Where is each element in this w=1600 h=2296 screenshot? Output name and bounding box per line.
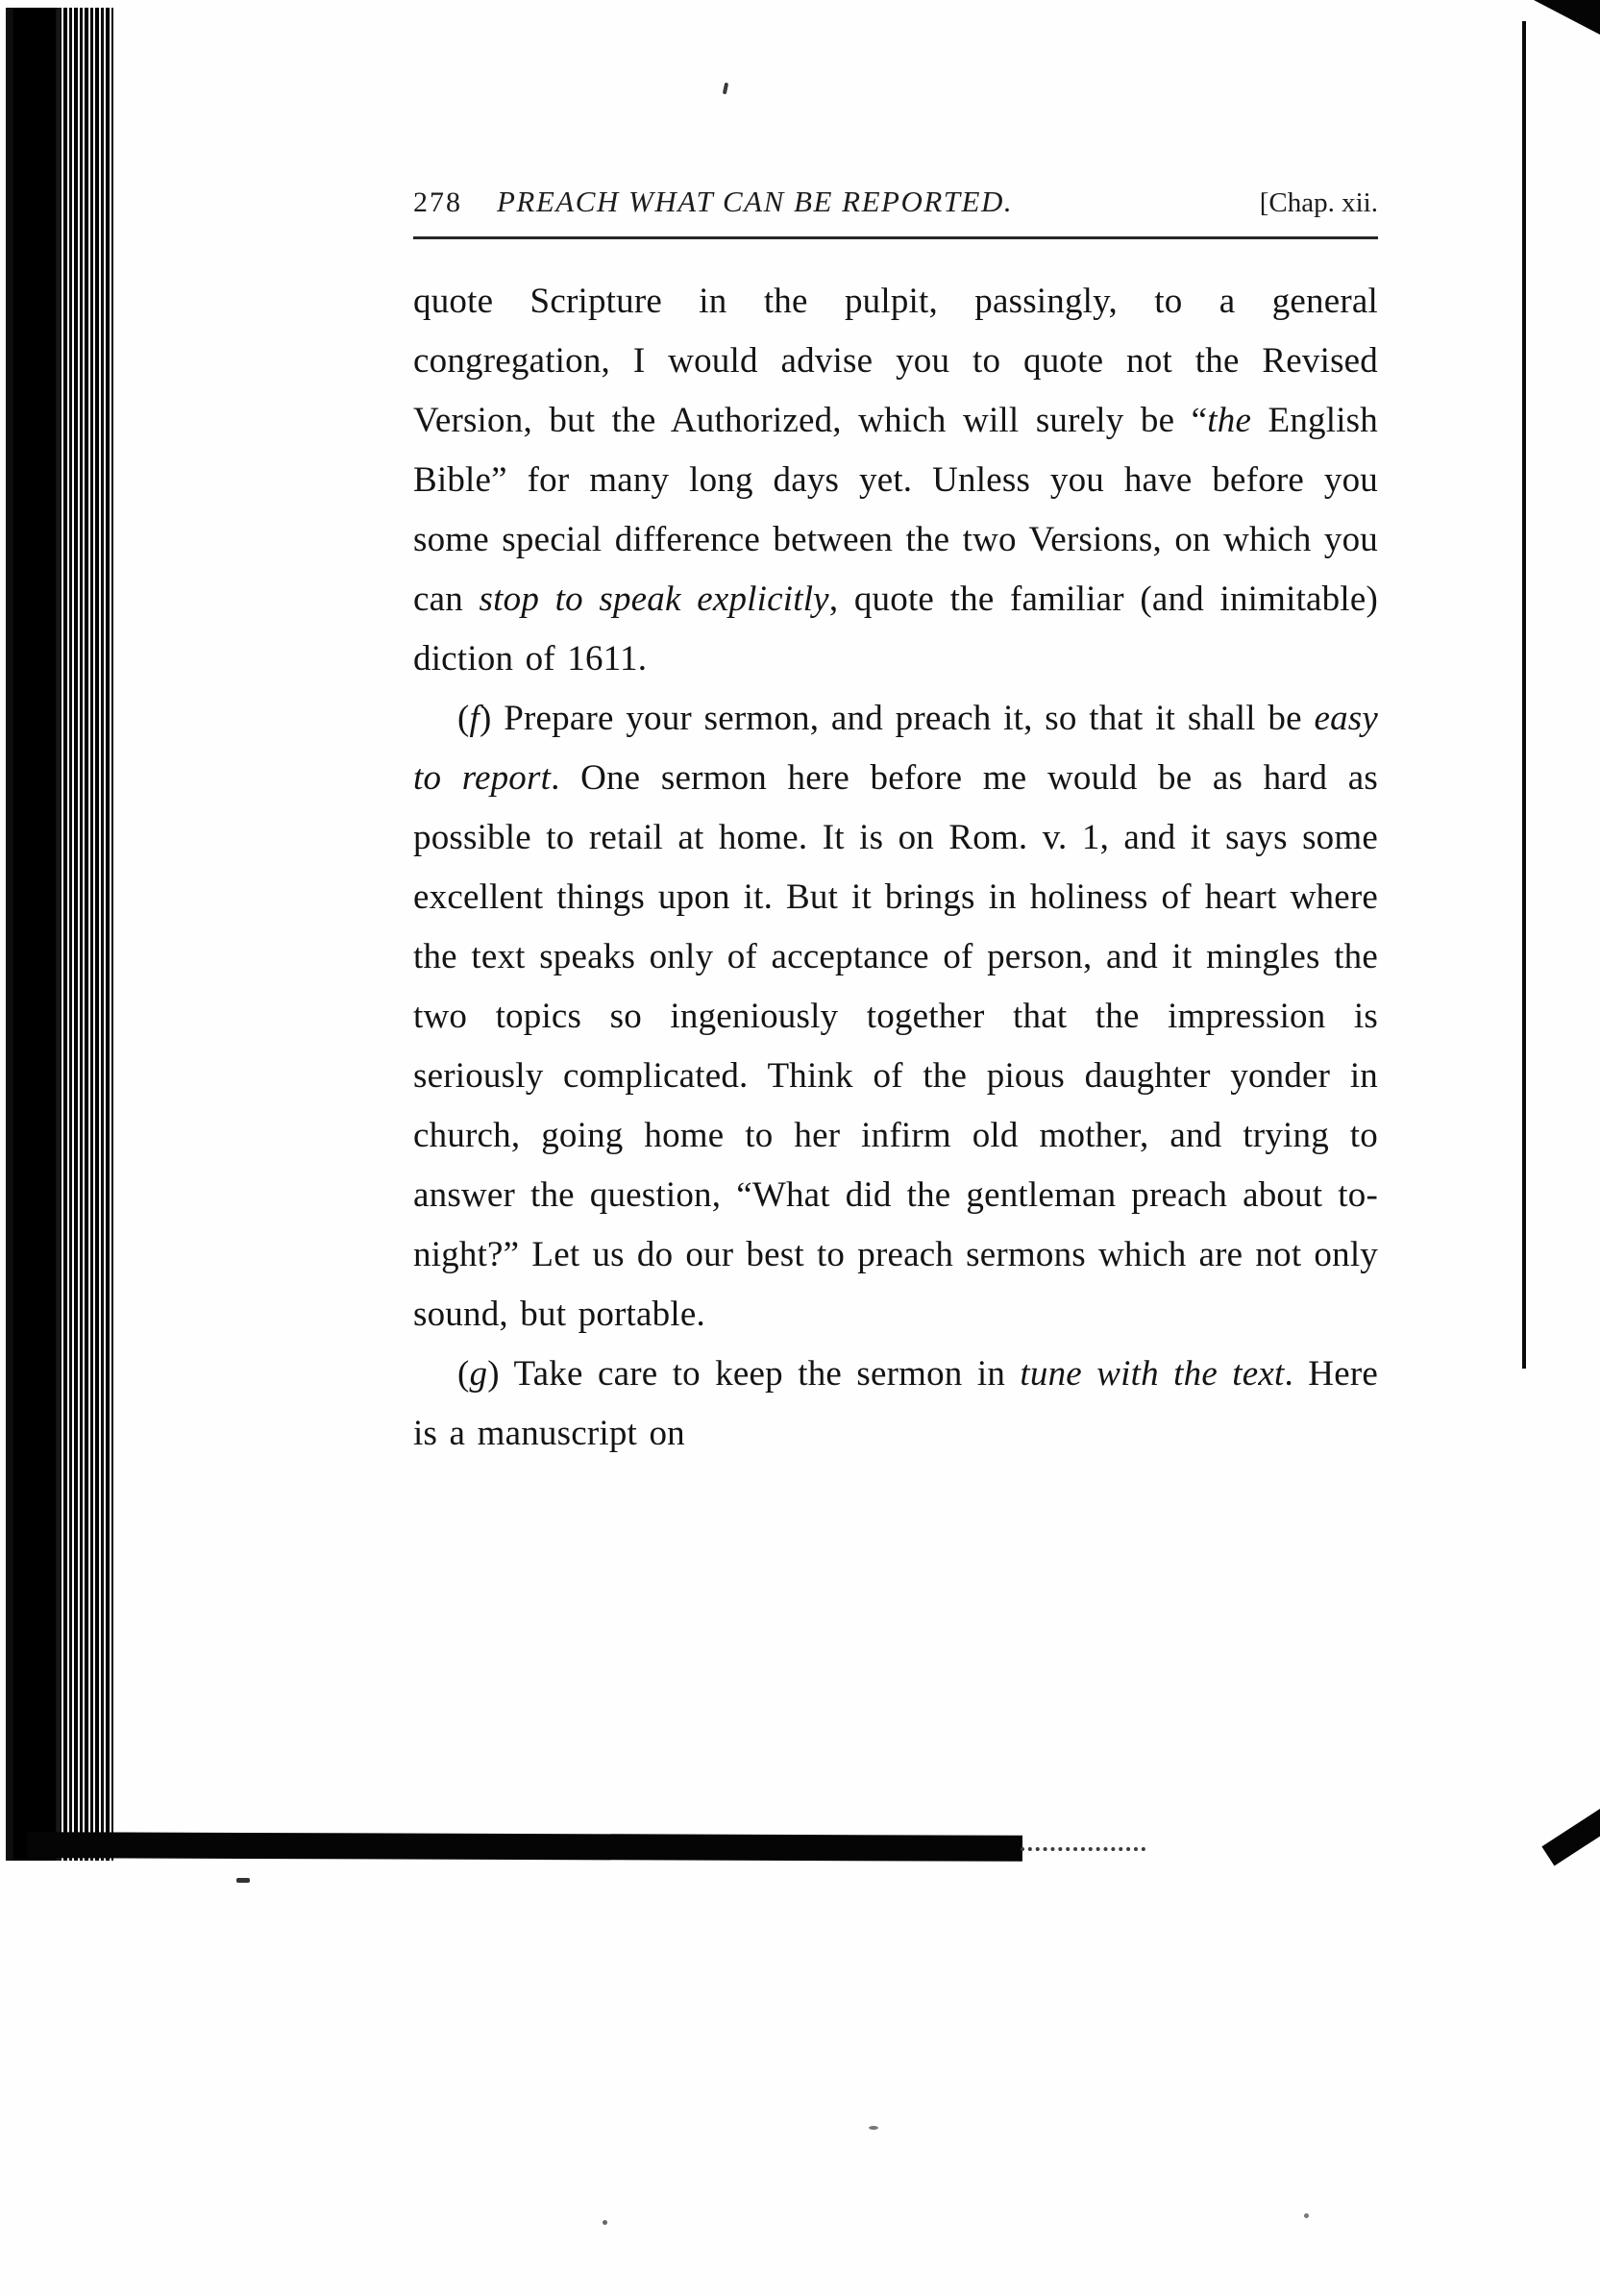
scan-speck bbox=[1304, 2213, 1309, 2218]
left-binding-shadow bbox=[0, 8, 113, 1861]
chapter-label: [Chap. xii. bbox=[1259, 187, 1378, 218]
italic-text-run: easy to report bbox=[413, 699, 1378, 798]
bottom-page-edge bbox=[27, 1832, 1022, 1862]
bottom-right-corner-mark bbox=[1541, 1802, 1600, 1866]
page-header bbox=[413, 185, 1378, 219]
text-run: ( bbox=[457, 1354, 470, 1394]
paragraph bbox=[413, 689, 1378, 1345]
text-run: . Here is a manuscript on bbox=[413, 1354, 1378, 1453]
italic-text-run: g bbox=[469, 1354, 488, 1394]
text-run: . One sermon here before me would be as hard as possible to retail at home. It is on Rom. v. 1, and it says some excellent things upon it. But it brings in holiness of heart where the text speaks only of acceptance of person, and it mingles the two topics so ingeniously together that the impression is seriously complicated. Think of the pious daughter yonder in church, going home to her infirm old mother, and trying to answer the question, “What did the gentleman preach about to-night?” Let us do our best to preach sermons which are not only sound, but portable. bbox=[413, 758, 1378, 1334]
paragraph bbox=[413, 1345, 1378, 1464]
bottom-edge-dashes bbox=[1021, 1847, 1145, 1851]
italic-text-run: tune with the text bbox=[1020, 1354, 1285, 1394]
italic-text-run: f bbox=[469, 699, 480, 738]
top-right-corner-mark bbox=[1534, 0, 1600, 35]
text-run: ( bbox=[457, 699, 470, 738]
scan-speck bbox=[236, 1878, 250, 1883]
text-run: quote Scripture in the pulpit, passingly, to a general congregation, I would advise you to quote not the Revised Version, but the Authorized, which will surely be “ bbox=[413, 282, 1378, 440]
page-content bbox=[413, 185, 1378, 1464]
text-run: ) Prepare your sermon, and preach it, so that it shall be bbox=[480, 699, 1315, 738]
italic-text-run: stop to speak explicitly bbox=[479, 580, 829, 619]
scan-speck bbox=[869, 2126, 878, 2130]
header-rule bbox=[413, 236, 1378, 239]
text-run: , quote the familiar (and inimitable) diction of 1611. bbox=[413, 580, 1379, 679]
right-page-edge-line bbox=[1522, 21, 1526, 1369]
scan-speck bbox=[603, 2220, 607, 2225]
scan-speck bbox=[723, 83, 728, 95]
page-number: 278 bbox=[413, 186, 462, 218]
text-run: ) Take care to keep the sermon in bbox=[487, 1354, 1021, 1394]
paragraph bbox=[413, 272, 1378, 689]
running-title: PREACH WHAT CAN BE REPORTED. bbox=[497, 185, 1014, 218]
italic-text-run: the bbox=[1207, 401, 1252, 440]
text-run: English Bible” for many long days yet. Unless you have before you some special difference between the two Versions, on which you can bbox=[413, 401, 1378, 619]
body-text bbox=[413, 272, 1378, 1464]
